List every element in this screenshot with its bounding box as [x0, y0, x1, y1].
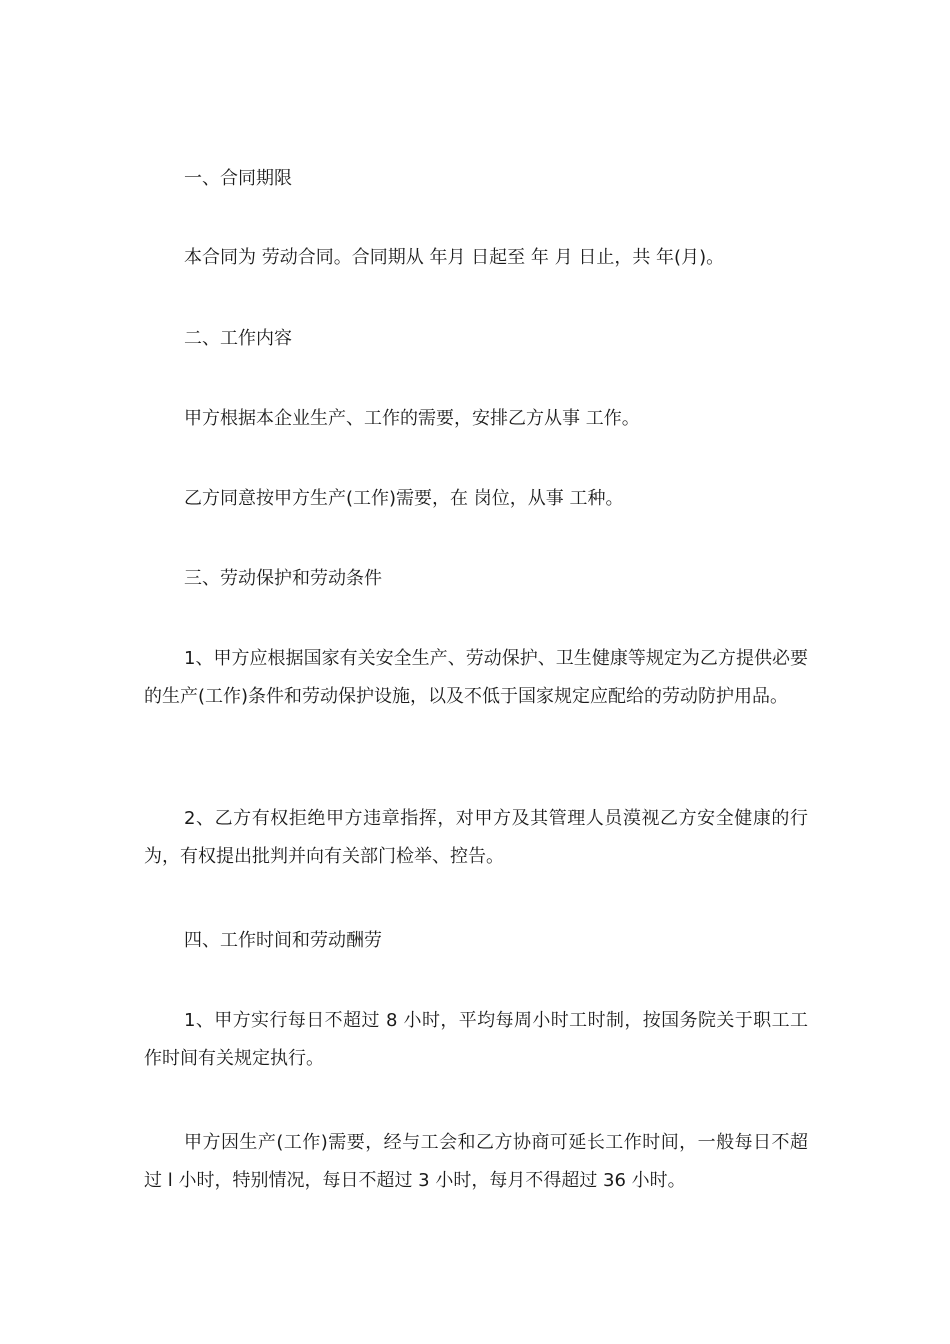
- paragraph-contract-term: 本合同为 劳动合同。合同期从 年月 日起至 年 月 日止，共 年(月)。: [184, 247, 725, 268]
- paragraph-work-assignment: 甲方根据本企业生产、工作的需要，安排乙方从事 工作。: [184, 408, 640, 429]
- paragraph-job-position: 乙方同意按甲方生产(工作)需要，在 岗位，从事 工种。: [184, 488, 624, 509]
- section-heading-contract-term: 一、合同期限: [184, 168, 292, 189]
- paragraph-hours-clause-1: 1、甲方实行每日不超过 8 小时，平均每周小时工时制，按国务院关于职工工作时间有关规定执行。: [144, 1010, 808, 1069]
- paragraph-overtime-clause: 甲方因生产(工作)需要，经与工会和乙方协商可延长工作时间，一般每日不超过 l 小时，特别情况，每日不超过 3 小时，每月不得超过 36 小时。: [144, 1132, 808, 1191]
- section-heading-working-hours: 四、工作时间和劳动酬劳: [184, 930, 382, 951]
- section-heading-labor-protection: 三、劳动保护和劳动条件: [184, 568, 382, 589]
- paragraph-protection-clause-2: 2、乙方有权拒绝甲方违章指挥，对甲方及其管理人员漠视乙方安全健康的行为，有权提出批判并向有关部门检举、控告。: [144, 808, 808, 867]
- paragraph-protection-clause-1: 1、甲方应根据国家有关安全生产、劳动保护、卫生健康等规定为乙方提供必要的生产(工作)条件和劳动保护设施，以及不低于国家规定应配给的劳动防护用品。: [144, 648, 808, 707]
- section-heading-work-content: 二、工作内容: [184, 328, 292, 349]
